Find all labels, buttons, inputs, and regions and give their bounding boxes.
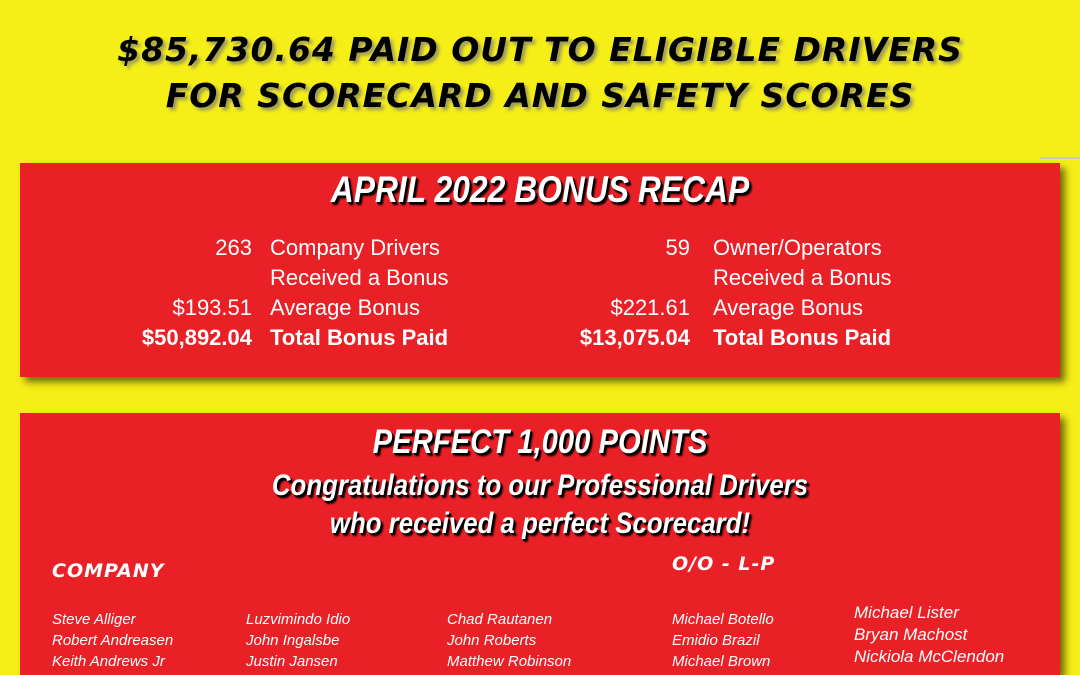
bonus-recap-panel [20, 163, 1060, 377]
driver-name: Keith Andrews Jr [52, 653, 165, 670]
oo-total: $13,075.04 [579, 325, 690, 350]
driver-name: Michael Brown [672, 653, 771, 670]
stat-row [20, 325, 470, 355]
stat-row [465, 295, 965, 325]
company-average: $193.51 [172, 295, 252, 320]
owner-operators-stats [465, 235, 965, 355]
driver-name: Chad Rautanen [447, 611, 553, 628]
divider-line [1040, 157, 1080, 159]
driver-name: Justin Jansen [246, 653, 338, 670]
driver-name: Luzvimindo Idio [246, 611, 351, 628]
company-count: 263 [215, 235, 252, 260]
oo-average: $221.61 [610, 295, 690, 320]
stat-row [20, 235, 470, 265]
driver-name: Robert Andreasen [52, 632, 174, 649]
oolp-section-label: O/O - L-P [672, 553, 776, 575]
oo-count-label: Owner/Operators [713, 235, 882, 260]
oo-count-label-2: Received a Bonus [713, 265, 892, 290]
oo-average-label: Average Bonus [713, 295, 864, 320]
company-average-label: Average Bonus [270, 295, 421, 320]
company-total: $50,892.04 [141, 325, 252, 350]
headline-line-1: $85,730.64 PAID OUT TO ELIGIBLE DRIVERS [117, 30, 963, 69]
oolp-names-column-1 [672, 611, 774, 674]
congrats-line-1: Congratulations to our Professional Drivers [271, 469, 809, 502]
stat-row [465, 265, 965, 295]
driver-name: Matthew Robinson [447, 653, 572, 670]
company-names-column-3 [447, 611, 571, 674]
company-names-column-1 [52, 611, 173, 674]
oo-total-label: Total Bonus Paid [713, 325, 892, 350]
driver-name: Michael Lister [854, 603, 959, 622]
driver-name: Nickiola McClendon [854, 647, 1005, 666]
company-total-label: Total Bonus Paid [270, 325, 449, 350]
perfect-title: PERFECT 1,000 POINTS [372, 423, 708, 461]
stat-row [20, 265, 470, 295]
stat-row [465, 325, 965, 355]
driver-name: Steve Alliger [52, 611, 136, 628]
driver-name: John Ingalsbe [246, 632, 340, 649]
oolp-names-column-2 [854, 603, 1004, 669]
company-names-column-2 [246, 611, 350, 674]
recap-title: APRIL 2022 BONUS RECAP [330, 169, 750, 210]
headline-line-2: FOR SCORECARD AND SAFETY SCORES [165, 76, 915, 115]
company-drivers-stats [20, 235, 470, 355]
company-count-label-2: Received a Bonus [270, 265, 449, 290]
company-section-label: COMPANY [52, 560, 165, 582]
driver-name: John Roberts [447, 632, 537, 649]
perfect-score-panel [20, 413, 1060, 675]
driver-name: Michael Botello [672, 611, 774, 628]
oo-count: 59 [665, 235, 690, 260]
stat-row [465, 235, 965, 265]
driver-name: Bryan Machost [854, 625, 968, 644]
company-count-label: Company Drivers [270, 235, 440, 260]
driver-name: Emidio Brazil [672, 632, 760, 649]
congrats-line-2: who received a perfect Scorecard! [329, 507, 751, 540]
stat-row [20, 295, 470, 325]
